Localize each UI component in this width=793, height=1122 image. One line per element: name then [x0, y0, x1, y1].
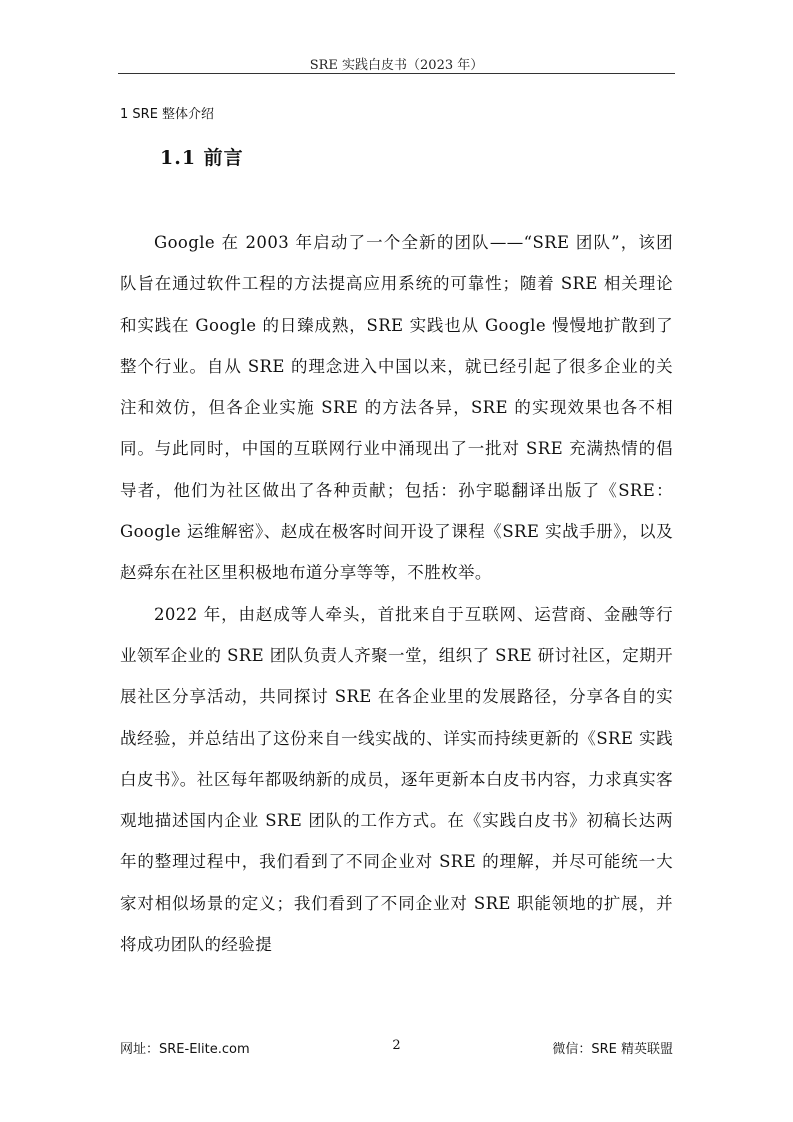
footer-wechat: 微信：SRE 精英联盟: [552, 1042, 673, 1057]
body-text: [120, 222, 673, 965]
page-header: SRE 实践白皮书（2023 年）: [309, 58, 484, 73]
paragraph: Google 在 2003 年启动了一个全新的团队——“SRE 团队”，该团队旨在通过软件工程的方法提高应用系统的可靠性；随着 SRE 相关理论和实践在 Google 的日臻成熟，SRE 实践也从 Google 慢慢地扩散到了整个行业。自从 SRE 的理念进入中国以来，就已经引起了很多企业的关注和效仿，但各企业实施 SRE 的方法各异，SRE 的实现效果也各不相同。与此同时，中国的互联网行业中涌现出了一批对 SRE 充满热情的倡导者，他们为社区做出了各种贡献；包括：孙宇聪翻译出版了《SRE：Google 运维解密》、赵成在极客时间开设了课程《SRE 实战手册》，以及赵舜东在社区里积极地布道分享等等，不胜枚举。: [120, 233, 673, 583]
section-heading: 1.1 前言: [160, 147, 244, 169]
page-footer: [120, 1038, 673, 1058]
paragraph: 2022 年，由赵成等人牵头，首批来自于互联网、运营商、金融等行业领军企业的 SRE 团队负责人齐聚一堂，组织了 SRE 研讨社区，定期开展社区分享活动，共同探讨 SRE 在各企业里的发展路径，分享各自的实战经验，并总结出了这份来自一线实战的、详实而持续更新的《SRE 实践白皮书》。社区每年都吸纳新的成员，逐年更新本白皮书内容，力求真实客观地描述国内企业 SRE 团队的工作方式。在《实践白皮书》初稿长达两年的整理过程中，我们看到了不同企业对 SRE 的理解，并尽可能统一大家对相似场景的定义；我们看到了不同企业对 SRE 职能领地的扩展，并将成功团队的经验提: [120, 604, 673, 955]
header-divider: [118, 73, 675, 74]
footer-website: 网址：SRE-Elite.com: [120, 1042, 250, 1057]
chapter-title: 1 SRE 整体介绍: [120, 107, 215, 122]
page-number: 2: [392, 1038, 401, 1053]
